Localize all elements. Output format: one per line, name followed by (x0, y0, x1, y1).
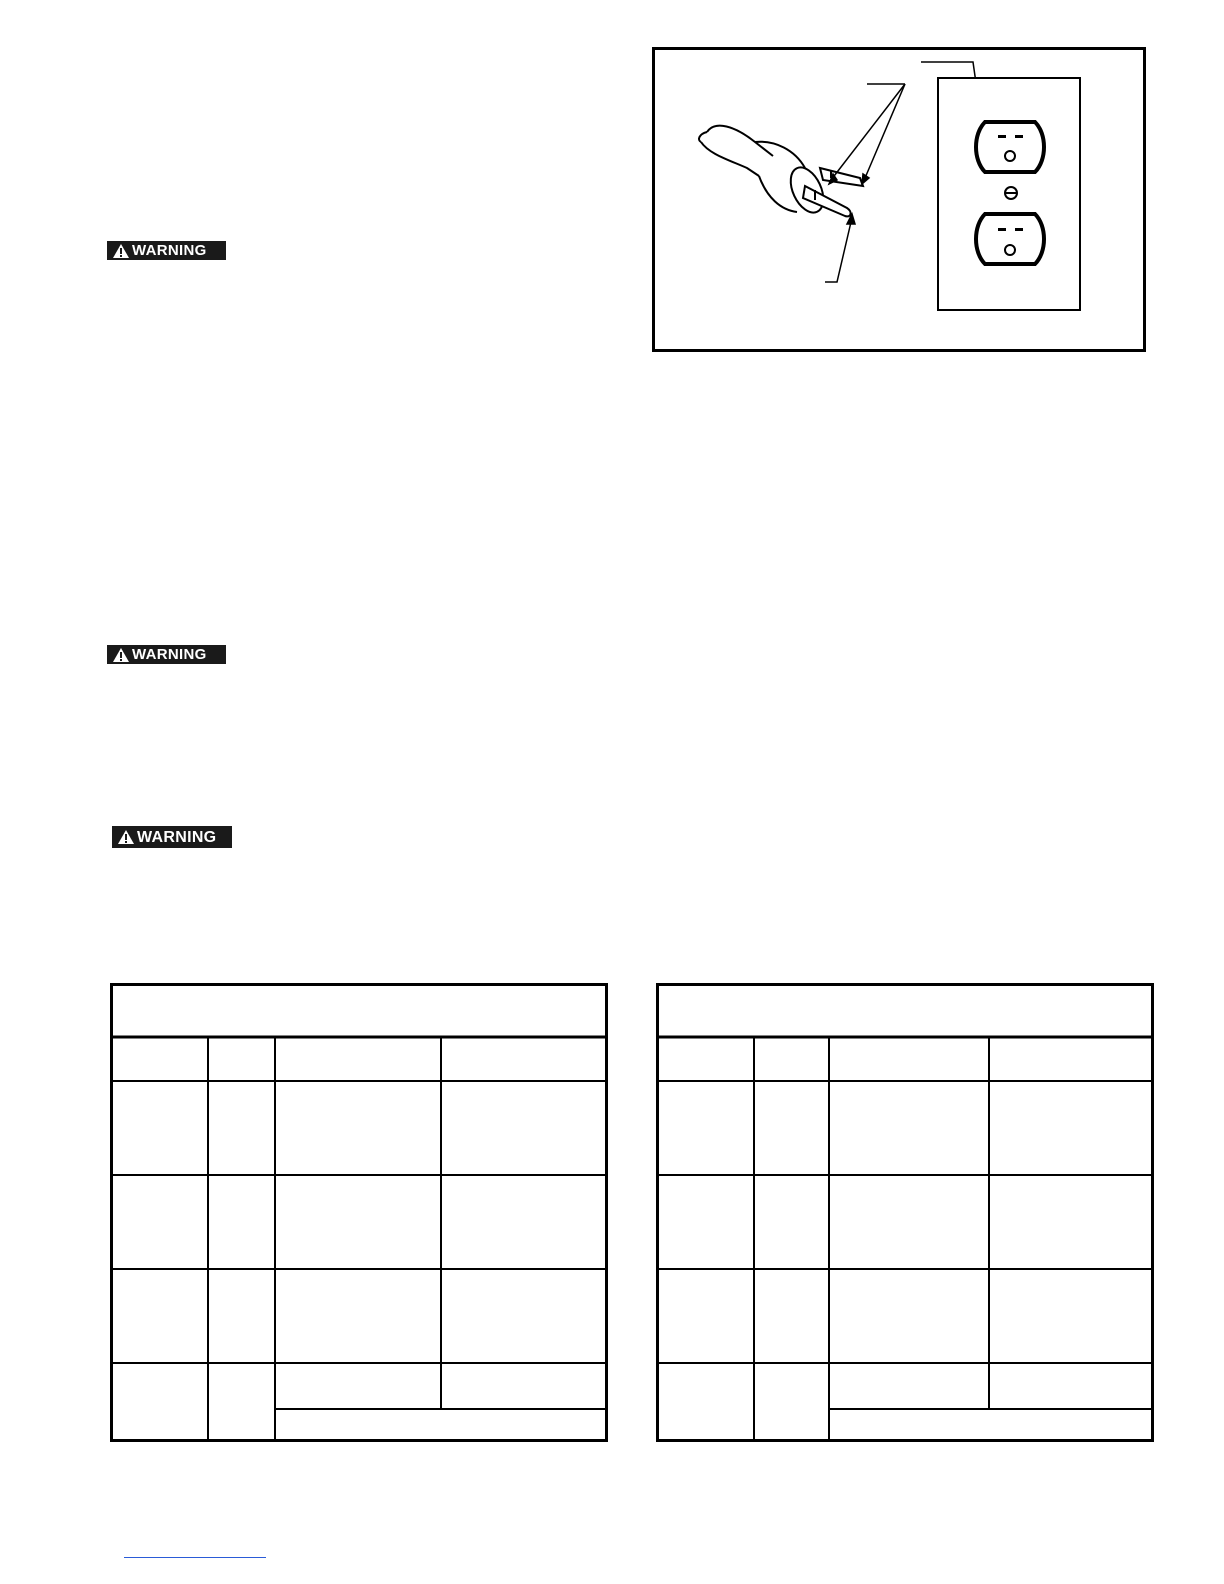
footer-link-underline[interactable] (124, 1557, 266, 1558)
warning-badge-2 (107, 645, 226, 664)
warning-triangle-icon (118, 830, 134, 844)
warning-badge-1 (107, 241, 226, 260)
warning-label: WARNING (132, 242, 207, 259)
blade-leader-lines (829, 84, 905, 184)
ground-pin-leader-line (825, 214, 855, 282)
warning-triangle-icon (113, 648, 129, 662)
wire-gauge-table-right (656, 983, 1154, 1442)
power-cord-plug-icon (699, 126, 863, 218)
warning-label: WARNING (137, 828, 217, 846)
warning-badge-3 (112, 826, 232, 848)
warning-triangle-icon (113, 244, 129, 258)
duplex-receptacle-icon (938, 78, 1080, 310)
warning-label: WARNING (132, 646, 207, 663)
wire-gauge-table-left (110, 983, 608, 1442)
grounding-figure (652, 47, 1146, 352)
